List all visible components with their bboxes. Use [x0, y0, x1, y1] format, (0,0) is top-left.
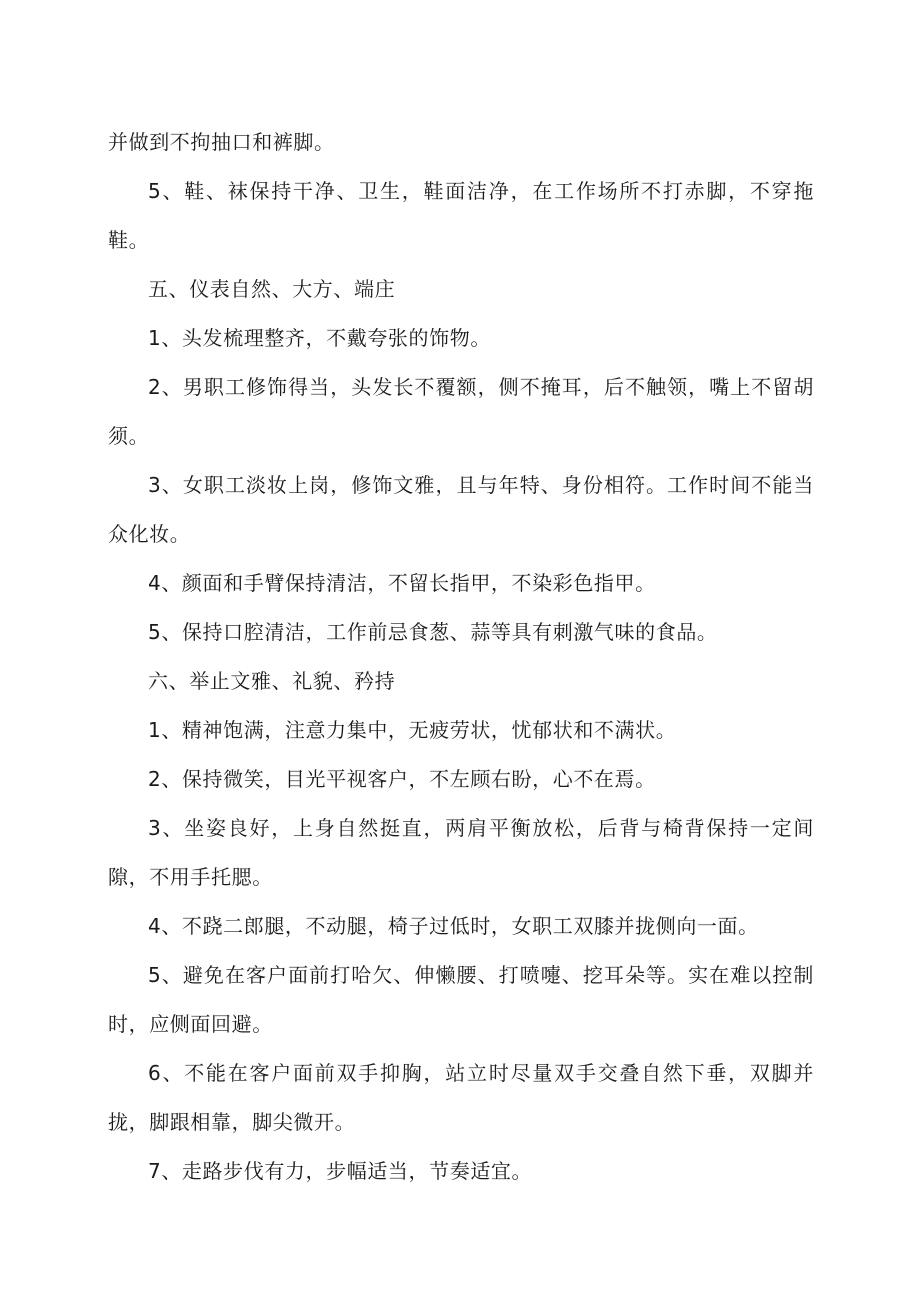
paragraph: 7、走路步伐有力，步幅适当，节奏适宜。 — [148, 1159, 533, 1183]
document-body — [108, 118, 814, 1196]
paragraph: 5、避免在客户面前打哈欠、伸懒腰、打喷嚏、挖耳朵等。实在难以控制时，应侧面回避。 — [108, 963, 814, 1036]
paragraph: 4、颜面和手臂保持清洁，不留长指甲，不染彩色指甲。 — [148, 571, 656, 595]
paragraph: 6、不能在客户面前双手抑胸，站立时尽量双手交叠自然下垂，双脚并拢，脚跟相靠，脚尖微开。 — [108, 1061, 814, 1134]
paragraph: 2、男职工修饰得当，头发长不覆额，侧不掩耳，后不触领，嘴上不留胡须。 — [108, 375, 814, 448]
paragraph: 并做到不拘抽口和裤脚。 — [108, 130, 335, 154]
paragraph: 2、保持微笑，目光平视客户，不左顾右盼，心不在焉。 — [148, 767, 656, 791]
section-heading: 六、举止文雅、礼貌、矜持 — [148, 669, 396, 693]
paragraph: 5、鞋、袜保持干净、卫生，鞋面洁净，在工作场所不打赤脚，不穿拖鞋。 — [108, 179, 814, 252]
paragraph: 1、头发梳理整齐，不戴夸张的饰物。 — [148, 326, 491, 350]
paragraph: 3、女职工淡妆上岗，修饰文雅，且与年特、身份相符。工作时间不能当众化妆。 — [108, 473, 814, 546]
paragraph: 4、不跷二郎腿，不动腿，椅子过低时，女职工双膝并拢侧向一面。 — [148, 914, 759, 938]
section-heading: 五、仪表自然、大方、端庄 — [148, 277, 396, 301]
paragraph: 3、坐姿良好，上身自然挺直，两肩平衡放松，后背与椅背保持一定间隙，不用手托腮。 — [108, 816, 814, 889]
paragraph: 1、精神饱满，注意力集中，无疲劳状，忧郁状和不满状。 — [148, 718, 677, 742]
paragraph: 5、保持口腔清洁，工作前忌食葱、蒜等具有刺激气味的食品。 — [148, 620, 718, 644]
